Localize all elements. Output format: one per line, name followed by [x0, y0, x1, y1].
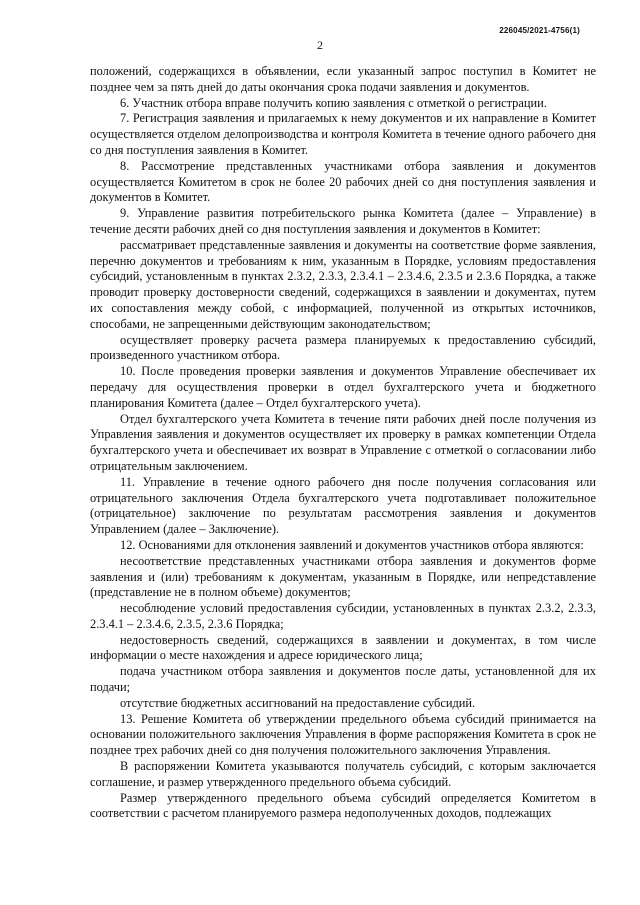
paragraph: несоблюдение условий предоставления субсидии, установленных в пунктах 2.3.2, 2.3.3, 2.3.4.1 – 2.3.4.6, 2.3.5, 2.3.6 Порядка; — [90, 601, 596, 631]
paragraph: 11. Управление в течение одного рабочего дня после получения согласования или отрицательного заключения Отдела бухгалтерского учета подготавливает положительное (отрицательное) заключение по результатам рассмотрения заявления и документов Управлением (далее – Заключение). — [90, 474, 596, 537]
paragraph: подача участником отбора заявления и документов после даты, установленной для их подачи; — [90, 664, 596, 695]
paragraph: Размер утвержденного предельного объема субсидий определяется Комитетом в соответствии с расчетом планируемого размера недополученных доходов, подлежащих — [90, 790, 596, 821]
paragraph: 12. Основаниями для отклонения заявлений и документов участников отбора являются: — [120, 537, 584, 552]
page-number: 2 — [317, 38, 323, 52]
paragraph: осуществляет проверку расчета размера планируемых к предоставлению субсидий, произведенного участником отбора. — [90, 332, 596, 363]
document-id: 226045/2021-4756(1) — [499, 26, 580, 35]
paragraph: отсутствие бюджетных ассигнований на предоставление субсидий. — [120, 695, 476, 710]
paragraph: 7. Регистрация заявления и прилагаемых к нему документов и их направление в Комитет осуществляется отделом делопроизводства и контроля Комитета в течение одного рабочего дня со дня поступления заявления в Комитет. — [90, 111, 596, 157]
paragraph: 6. Участник отбора вправе получить копию заявления с отметкой о регистрации. — [120, 95, 547, 110]
paragraph: В распоряжении Комитета указываются получатель субсидий, с которым заключается соглашение, и размер утвержденного предельного объема субсидий. — [90, 759, 596, 789]
paragraph: положений, содержащихся в объявлении, если указанный запрос поступил в Комитет не позднее чем за пять дней до даты окончания срока подачи заявления и документов. — [90, 64, 596, 94]
paragraph: 10. После проведения проверки заявления и документов Управление обеспечивает их передачу для осуществления проверки в отдел бухгалтерского учета и бюджетного планирования Комитета (далее – Отдел бухгалтерского учета). — [90, 364, 596, 410]
paragraph: 13. Решение Комитета об утверждении предельного объема субсидий принимается на основании положительного заключения Управления в форме распоряжения Комитета в срок не позднее трех рабочих дней со дня получения положительного заключения Управления. — [90, 711, 596, 758]
paragraph: 9. Управление развития потребительского рынка Комитета (далее – Управление) в течение десяти рабочих дней со дня поступления заявления и документов в Комитет: — [90, 206, 596, 236]
paragraph: недостоверность сведений, содержащихся в заявлении и документах, в том числе информации о месте нахождения и адресе юридического лица; — [90, 632, 596, 663]
paragraph: 8. Рассмотрение представленных участниками отбора заявления и документов осуществляется Комитетом в срок не более 20 рабочих дней со дня поступления заявления и документов в Комитет. — [90, 158, 596, 205]
paragraph: рассматривает представленные заявления и документы на соответствие форме заявления, перечню документов и требованиям к ним, указанным в Порядке, условиям предоставления субсидий, установленным в пунктах 2.3.2, 2.3.3, 2.3.4.1 – 2.3.4.6, 2.3.5 и 2.3.6 Порядка, а также проводит проверку достоверности сведений, содержащихся в заявлении и документах, путем их сопоставления между собой, с информацией, полученной из открытых источников, способами, не запрещенными действующим законодательством; — [90, 237, 596, 331]
document-body — [90, 64, 596, 822]
paragraph: Отдел бухгалтерского учета Комитета в течение пяти рабочих дней после получения из Управления заявления и документов осуществляет их проверку в рамках компетенции Отдела бухгалтерского учета и обеспечивает их возврат в Управление с отметкой о согласовании либо отрицательным заключением. — [90, 411, 596, 473]
paragraph: несоответствие представленных участниками отбора заявления и документов форме заявления и (или) требованиям к документам, указанным в Порядке, или непредставление (представление не в полном объеме) документов; — [90, 553, 596, 600]
